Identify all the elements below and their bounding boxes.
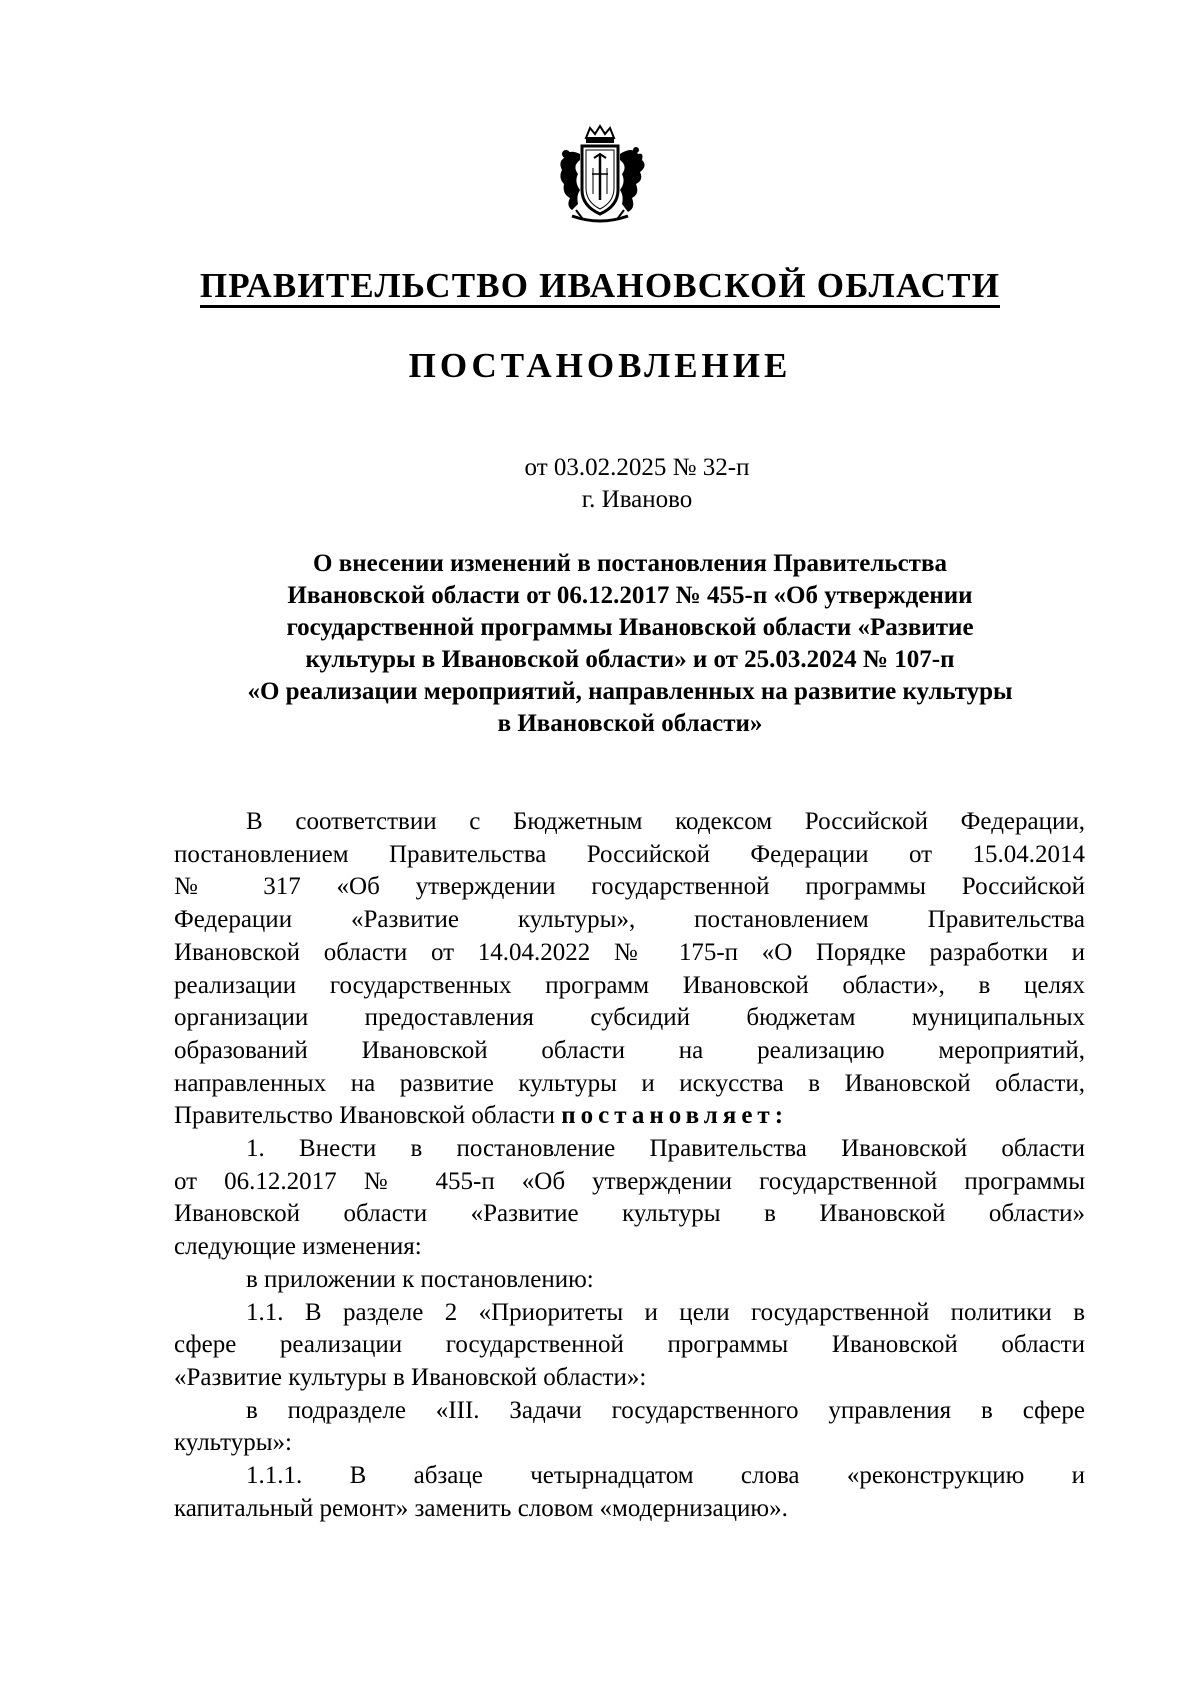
body-line: в подразделе «III. Задачи государственного управления в сфере [246,1396,1085,1424]
body-line: 1.1. В разделе 2 «Приоритеты и цели государственной политики в [246,1298,1085,1326]
body-text: Правительство Ивановской области [174,1102,555,1130]
title-line: государственной программы Ивановской области «Развитие [286,614,974,641]
body-line: реализации государственных программ Ивановской области», в целях [174,971,1085,999]
title-line: «О реализации мероприятий, направленных на развитие культуры [247,678,1013,705]
coat-of-arms-icon [552,124,648,228]
body-line: Ивановской области «Развитие культуры в Ивановской области» [174,1200,1085,1228]
document-body [174,806,1085,1525]
title-line: в Ивановской области» [497,710,763,737]
date-number: от 03.02.2025 № 32-п [524,454,750,481]
title-line: О внесении изменений в постановления Правительства [313,550,947,577]
body-line [174,1100,1085,1133]
document-type: ПОСТАНОВЛЕНИЕ [408,346,792,385]
title-line: культуры в Ивановской области» и от 25.03.2024 № 107-п [305,646,955,673]
body-line: постановлением Правительства Российской Федерации от 15.04.2014 [174,840,1085,868]
resolution-title [175,548,1085,740]
body-line: в приложении к постановлению: [246,1265,594,1293]
body-line: следующие изменения: [174,1233,422,1261]
body-line: капитальный ремонт» заменить словом «модернизацию». [174,1494,788,1522]
city: г. Иваново [581,486,693,513]
body-line: Федерации «Развитие культуры», постановлением Правительства [174,906,1085,934]
body-line: Ивановской области от 14.04.2022 № 175-п «О Порядке разработки и [174,938,1085,966]
organization-name: ПРАВИТЕЛЬСТВО ИВАНОВСКОЙ ОБЛАСТИ [0,264,1200,308]
body-line: сфере реализации государственной программы Ивановской области [174,1331,1085,1359]
body-line: культуры»: [174,1429,292,1457]
resolves-word: постановляет: [561,1102,789,1130]
body-line: «Развитие культуры в Ивановской области»: [174,1363,647,1391]
title-line: Ивановской области от 06.12.2017 № 455-п «Об утверждении [287,582,973,609]
body-line: В соответствии с Бюджетным кодексом Российской Федерации, [246,808,1085,835]
body-line: образований Ивановской области на реализацию мероприятий, [174,1036,1085,1064]
body-line: 1.1.1. В абзаце четырнадцатом слова «реконструкцию и [246,1462,1085,1490]
body-line: направленных на развитие культуры и искусства в Ивановской области, [174,1069,1085,1097]
body-line: организации предоставления субсидий бюджетам муниципальных [174,1004,1085,1032]
body-line: 1. Внести в постановление Правительства Ивановской области [246,1135,1085,1163]
date-and-place [0,452,1200,516]
body-line: от 06.12.2017 № 455-п «Об утверждении государственной программы [174,1167,1085,1195]
body-line: № 317 «Об утверждении государственной программы Российской [174,873,1085,901]
